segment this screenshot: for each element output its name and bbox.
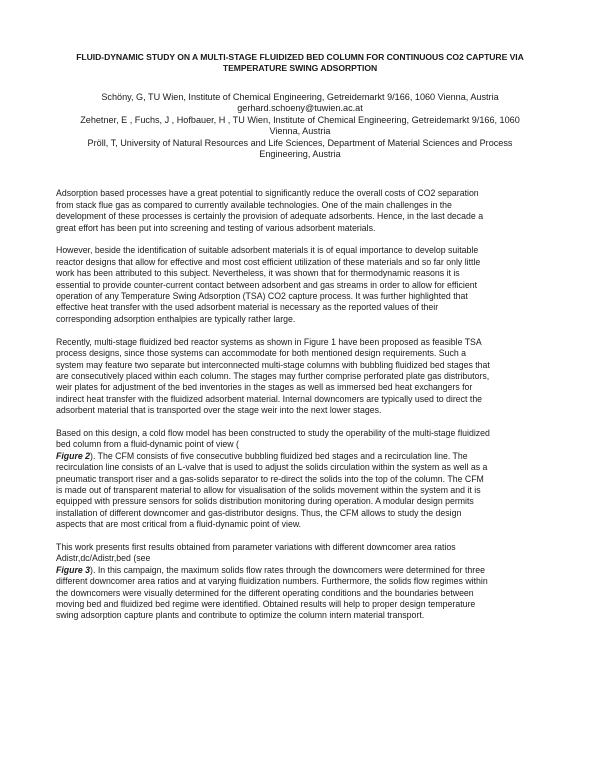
text-line: indirect heat transfer with the fluidized adsorbent material. Internal downcomers are typically used to direct the xyxy=(56,393,483,404)
text-line: process designs, since those systems can accommodate for both mentioned design requirements. Such a xyxy=(56,348,467,359)
text-line: Recently, multi-stage fluidized bed reactor systems as shown in Figure 1 have been proposed as feasible TSA xyxy=(56,336,482,347)
text-line xyxy=(56,565,544,576)
text-fragment: ). In this campaign, the maximum solids flow rates through the downcomers were determined for three xyxy=(90,564,485,575)
text-line: Adsorption based processes have a great potential to significantly reduce the overall costs of CO2 separation xyxy=(56,188,479,199)
text-line: bed column from a fluid-dynamic point of view ( xyxy=(56,439,239,450)
paragraph-multistage xyxy=(56,337,544,417)
text-line: development of these processes is certainly the provision of adequate adsorbents. Hence, in the last decade a xyxy=(56,211,484,222)
text-line: installation of different downcomer and gas-distributor designs. Thus, the CFM allows to study the design xyxy=(56,507,462,518)
text-line: equipped with pressure sensors for solids distribution monitoring during operation. A modular design permits xyxy=(56,496,474,507)
text-line: aspects that are most critical from a fluid-dynamic point of view. xyxy=(56,519,302,530)
figure-reference[interactable]: Figure 3 xyxy=(56,564,91,575)
text-line: is made out of transparent material to allow for visualisation of the solids movement within the system and it is xyxy=(56,484,481,495)
text-line xyxy=(56,451,544,462)
text-line: essential to provide counter-current contact between adsorbent and gas streams in order to allow for efficient xyxy=(56,279,478,290)
text-line: weir plates for adjustment of the bed inventories in the stages as well as immersed bed heat exchangers for xyxy=(56,382,473,393)
text-line: Adistr,dc/Adistr,bed (see xyxy=(56,553,151,564)
figure-reference[interactable]: Figure 2 xyxy=(56,450,91,461)
author-line: Vienna, Austria xyxy=(269,126,331,137)
text-line: operation of any Temperature Swing Adsorption (TSA) CO2 capture process. It was further highlighted that xyxy=(56,291,468,302)
paragraph-reactor-design xyxy=(56,245,544,325)
title-line: FLUID-DYNAMIC STUDY ON A MULTI-STAGE FLUIDIZED BED COLUMN FOR CONTINUOUS CO2 CAPTURE VIA xyxy=(76,52,524,62)
text-line: Based on this design, a cold flow model has been constructed to study the operability of the multi-stage fluidized xyxy=(56,427,490,438)
author-line: Pröll, T, University of Natural Resources and Life Sciences, Department of Material Sciences and Process xyxy=(87,137,513,148)
author-line: Engineering, Austria xyxy=(259,149,341,160)
text-line: corresponding adsorption enthalpies are typically rather large. xyxy=(56,313,296,324)
text-line: work has been attributed to this subject. Nevertheless, it was shown that for thermodynamic reasons it is xyxy=(56,268,460,279)
text-line: the downcomers were visually determined for the different operating conditions and the boundaries between xyxy=(56,587,474,598)
paragraph-intro xyxy=(56,188,544,234)
text-line: This work presents first results obtained from parameter variations with different downcomer area ratios xyxy=(56,541,456,552)
text-fragment: ). The CFM consists of five consecutive bubbling fluidized bed stages and a recirculation line. The xyxy=(90,450,468,461)
text-line: system may feature two separate but interconnected multi-stage columns with bubbling fluidized bed stages that xyxy=(56,359,490,370)
text-line: pneumatic transport riser and a gas-solids separator to re-direct the solids into the top of the column. The CFM xyxy=(56,473,484,484)
text-line: are consecutively placed within each column. The stages may further comprise perforated plate gas distributors, xyxy=(56,370,490,381)
text-line: recirculation line consists of an L-valve that is used to adjust the solids circulation within the system as well as a xyxy=(56,462,488,473)
paragraph-cold-flow-model xyxy=(56,428,544,531)
text-line: great effort has been put into screening and testing of various adsorbent materials. xyxy=(56,222,376,233)
text-line: from stack flue gas as compared to currently available technologies. One of the main challenges in the xyxy=(56,199,452,210)
author-email: gerhard.schoeny@tuwien.ac.at xyxy=(237,103,363,114)
text-line: swing adsorption capture plants and contribute to optimize the column intern material transport. xyxy=(56,610,425,621)
text-line: different downcomer area ratios and at varying fluidization numbers. Furthermore, the solids flow regimes within xyxy=(56,576,488,587)
paper-title xyxy=(56,52,544,74)
text-line: However, beside the identification of suitable adsorbent materials it is of equal importance to develop suitable xyxy=(56,245,479,256)
paragraph-results xyxy=(56,542,544,622)
author-block xyxy=(56,92,544,160)
title-line: TEMPERATURE SWING ADSORPTION xyxy=(222,63,378,73)
text-line: adsorbent material that is transported over the stage weir into the next lower stages. xyxy=(56,405,382,416)
text-line: moving bed and fluidized bed regime were identified. Obtained results will help to proper design temperature xyxy=(56,599,476,609)
text-line: reactor designs that allow for effective and most cost efficient utilization of these materials and so far only little xyxy=(56,256,481,267)
author-line: Zehetner, E , Fuchs, J , Hofbauer, H , TU Wien, Institute of Chemical Engineering, Getreidemarkt 9/166, 1060 xyxy=(80,114,520,125)
text-line: effective heat transfer with the used adsorbent material is necessary as the reported values of their xyxy=(56,302,439,313)
author-line: Schöny, G, TU Wien, Institute of Chemical Engineering, Getreidemarkt 9/166, 1060 Vienna, Austria xyxy=(101,92,499,102)
